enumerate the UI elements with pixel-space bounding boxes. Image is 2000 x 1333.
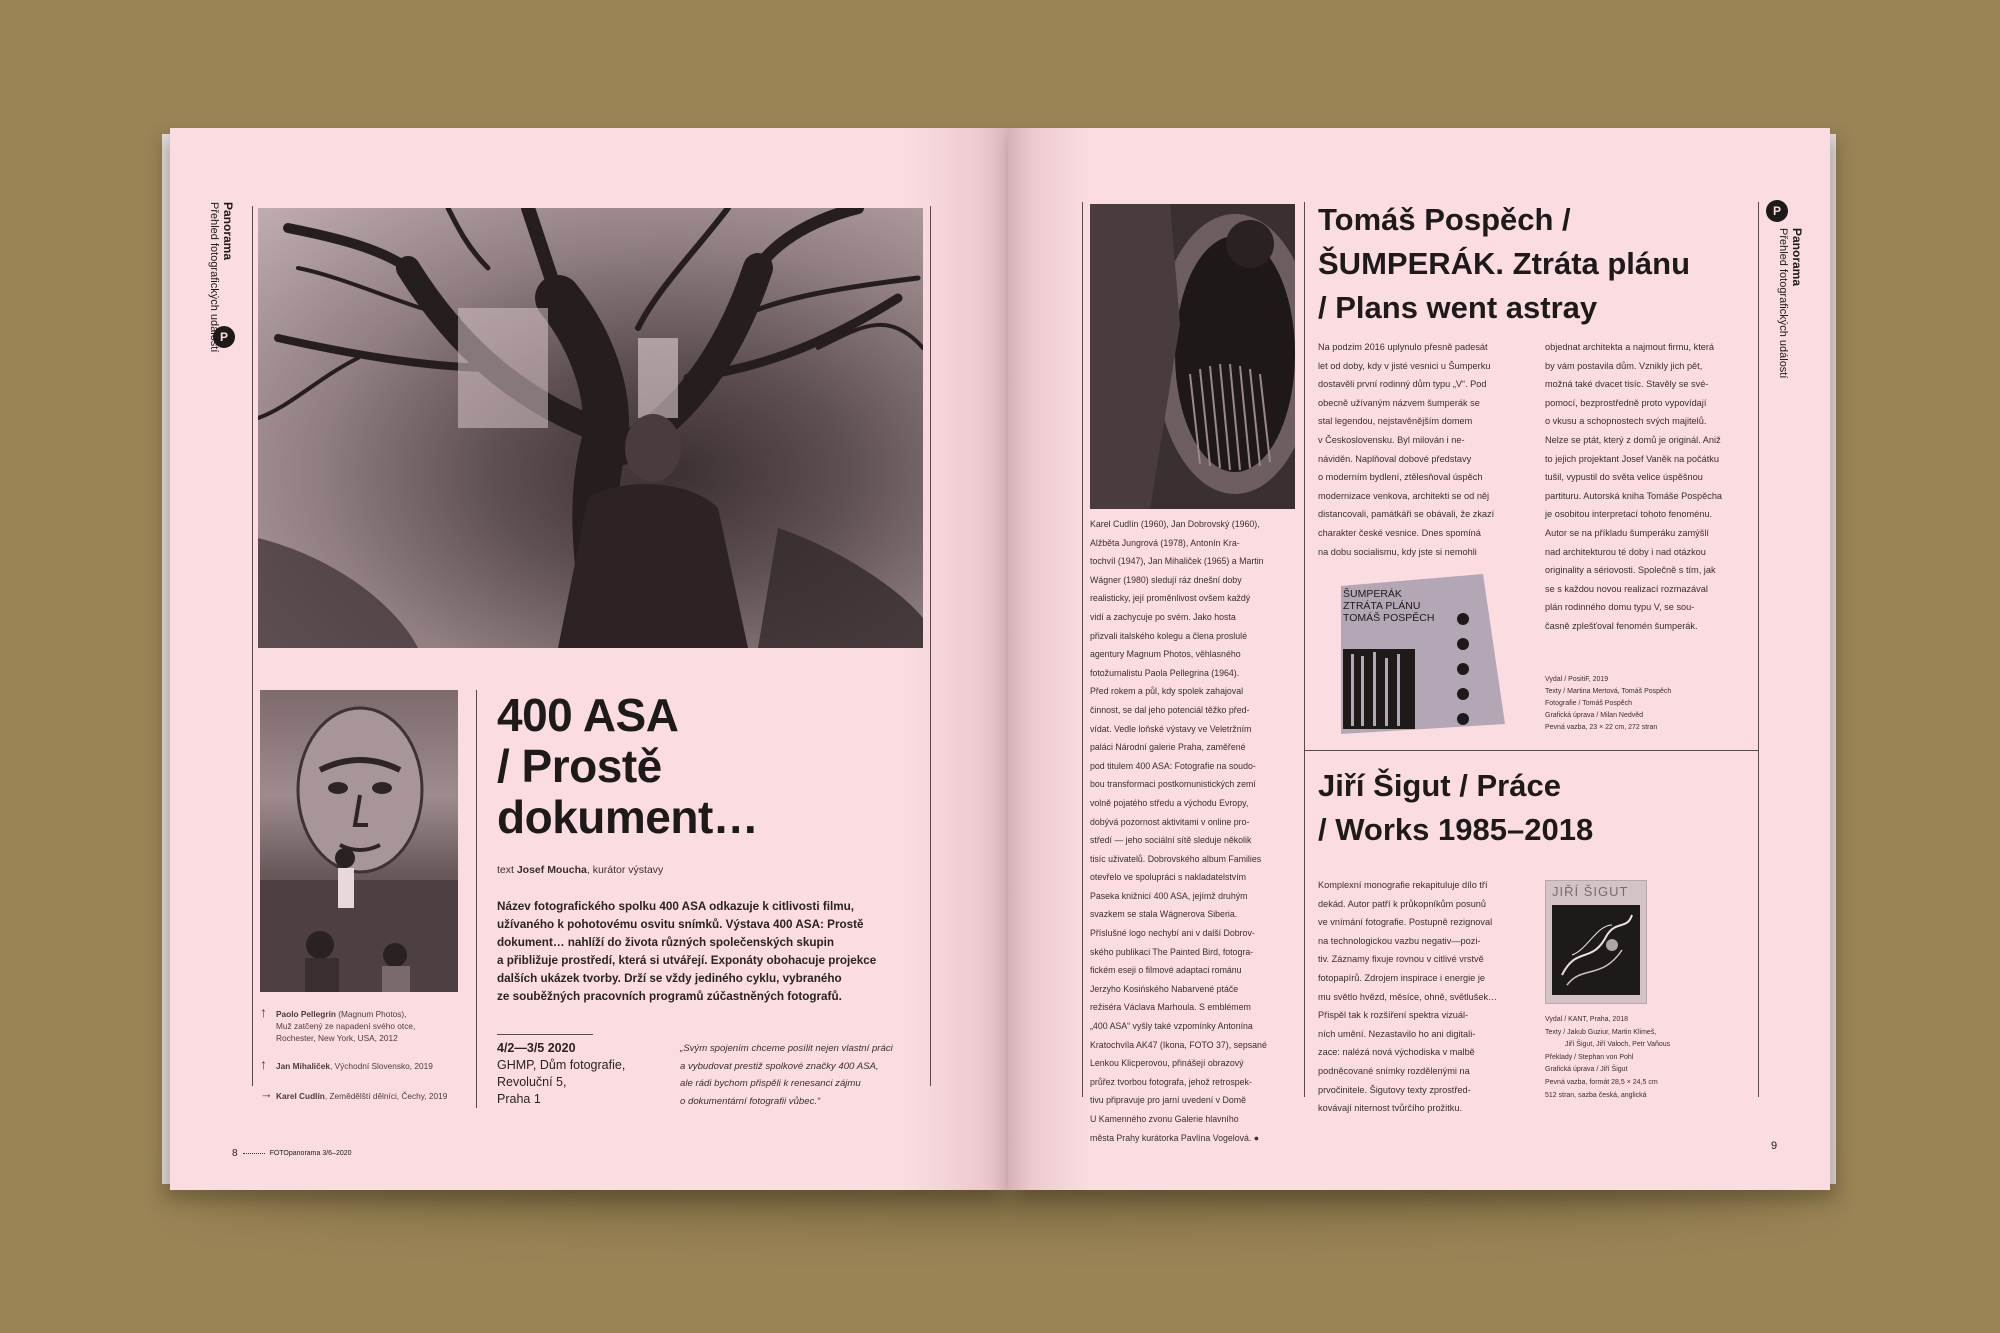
text-line: bou transformaci postkomunistických zemí — [1090, 779, 1256, 790]
article1-col2 — [1545, 338, 1757, 636]
text-line: otevřelo ve spolupráci s nakladatelstvím — [1090, 872, 1246, 883]
text-line: , kurátor výstavy — [586, 864, 664, 876]
text-line: dokument… nahlíží do života různých společenských skupin — [497, 936, 835, 949]
text-line: tiv. Záznamy fixuje rovnou v citlivé vrstvě — [1318, 954, 1484, 965]
text-line: dalších ukázek tvorby. Drží se vždy jediného cyklu, vybraného — [497, 972, 842, 985]
text-line: dobývá pozornost aktivitami v online pro- — [1090, 816, 1250, 827]
text-line: agentury Magnum Photos, věhlasného — [1090, 649, 1241, 660]
text-line: Příslušné logo nechybí ani v další Dobrov- — [1090, 928, 1255, 939]
text-line: Přispěl tak k rozšíření spektra vizuál- — [1318, 1010, 1469, 1021]
text-line: volně pojatého středu a východu Evropy, — [1090, 797, 1249, 808]
text-line: charakter české vesnice. Dnes spomíná — [1318, 527, 1481, 538]
section-subtitle: Přehled fotografických událostí — [208, 202, 220, 353]
text-line: Karel Cudlín — [276, 1091, 325, 1101]
text-line: fotopapírů. Zdrojem inspirace i energie je — [1318, 972, 1485, 983]
text-line: zace: nalézá nová východiska v malbě — [1318, 1047, 1475, 1058]
text-line: text — [497, 864, 517, 876]
arrow-up-icon: ↑ — [260, 1056, 267, 1072]
text-line: objednat architekta a najmout firmu, která — [1545, 342, 1715, 352]
text-line: náviděn. Naplňoval dobové představy — [1318, 453, 1472, 464]
event-info — [497, 1040, 625, 1108]
text-line: dokument… — [497, 791, 759, 843]
text-line: vídat. Vedle loňské výstavy ve Veletržním — [1090, 723, 1252, 734]
text-line: pod titulem 400 ASA: Fotografie na soudo- — [1090, 760, 1256, 771]
text-line: svazkem se stala Wágnerova Siberia. — [1090, 909, 1238, 920]
text-line: to jejich projektant Josef Vaněk na počátku — [1545, 453, 1719, 464]
text-line: Komplexní monografie rekapituluje dílo tří — [1318, 880, 1488, 890]
text-line: Jiří Šigut / Práce — [1318, 768, 1561, 803]
text-line: Tomáš Pospěch / — [1318, 202, 1571, 237]
tree-photo — [258, 208, 923, 648]
arrow-up-icon: ↑ — [260, 1004, 267, 1020]
section-name: Panorama — [221, 202, 235, 261]
article-headline — [497, 690, 917, 843]
text-line: Grafická úprava / Jiří Šigut — [1545, 1066, 1628, 1074]
text-line: Autor se na příkladu šumperáku zamýšlí — [1545, 527, 1709, 538]
text-line: plán rodinného domu typu V, se sou- — [1545, 602, 1695, 613]
text-line: / Plans went astray — [1318, 290, 1598, 325]
page-number-right: 9 — [1771, 1140, 1778, 1152]
text-line: „Svým spojením chceme posílit nejen vlastní práci — [680, 1043, 893, 1054]
text-line: Texty / Jakub Guziur, Martin Klimeš, — [1545, 1028, 1657, 1036]
sumperak-cover-text — [1343, 588, 1434, 624]
text-line: Revoluční 5, — [497, 1075, 567, 1089]
page-number-left: 8 — [232, 1148, 238, 1159]
section-name-right: Panorama — [1790, 228, 1804, 287]
text-line: realisticky, její proměnlivost ovšem každý — [1090, 593, 1251, 604]
text-line: Na podzim 2016 uplynulo přesně padesát — [1318, 342, 1488, 352]
left-rule — [252, 206, 253, 1086]
text-line: Pevná vazba, 23 × 22 cm, 272 stran — [1545, 724, 1658, 731]
text-line: Kratochvíla AK47 (Ikona, FOTO 37), sepsané — [1090, 1039, 1267, 1050]
section-badge-right — [1766, 200, 1788, 222]
text-line: Název fotografického spolku 400 ASA odkazuje k citlivosti filmu, — [497, 900, 854, 913]
text-line: kovávají niternost tvůrčího prožitku. — [1318, 1103, 1463, 1114]
text-line: modernizace venkova, architekti se od něj — [1318, 490, 1490, 501]
caption-pellegrin — [260, 1004, 465, 1044]
left-page — [170, 128, 1008, 1190]
article1-title — [1318, 198, 1758, 330]
rule-a — [1082, 202, 1083, 1097]
text-line: činnost, se dal jeho potenciál těžko před- — [1090, 704, 1250, 715]
text-line: tivu připravuje pro jarní uvedení v Domě — [1090, 1095, 1246, 1106]
text-line: distancovali, památkáři se obávali, že zkazí — [1318, 509, 1495, 520]
article2-title — [1318, 764, 1758, 852]
tree-photo-illustration — [258, 208, 923, 648]
text-line: Karel Cudlín (1960), Jan Dobrovský (1960), — [1090, 519, 1260, 529]
text-line: Alžběta Jungrová (1978), Antonín Kra- — [1090, 537, 1240, 548]
text-line: obecně užívaným názvem šumperák se — [1318, 397, 1480, 408]
main-article-column — [1090, 515, 1302, 1147]
text-line: Fotografie / Tomáš Pospěch — [1545, 700, 1633, 707]
text-line: se s každou novou realizací rozmazával — [1545, 583, 1708, 594]
text-line: o moderním bydlení, ztělesňoval úspěch — [1318, 472, 1483, 483]
mural-photo-illustration — [260, 690, 458, 992]
text-line: v Československu. Byl milován i ne- — [1318, 434, 1465, 445]
text-line: možná také dvacet tisíc. Stavěly se své- — [1545, 379, 1709, 390]
lede — [497, 898, 927, 1006]
text-line: města Prahy kurátorka Pavlína Vogelová. ● — [1090, 1132, 1260, 1143]
headline-rule — [476, 690, 477, 1108]
arrow-right-icon: → — [260, 1086, 273, 1101]
text-line: „400 ASA“ vyšly také vzpomínky Antonína — [1090, 1021, 1253, 1032]
caption-cudlin — [260, 1086, 465, 1102]
text-line: Paseka knižnicí 400 ASA, jejímž druhým — [1090, 890, 1248, 901]
text-line: stal legendou, nejstavěnějším domem — [1318, 416, 1473, 427]
harp-photo-illustration — [1090, 204, 1295, 509]
text-line: P — [219, 330, 228, 344]
text-line: Jan Mihaliček — [276, 1061, 330, 1071]
text-line: režiséra Václava Marhoula. S emblémem — [1090, 1002, 1251, 1013]
text-line: Pevná vazba, formát 28,5 × 24,5 cm — [1545, 1078, 1658, 1086]
text-line: a přibližuje prostředí, která si utvářejí. Exponáty obohacuje projekce — [497, 954, 877, 967]
text-line: dostavěli první rodinný dům typu „V“. Pod — [1318, 379, 1487, 390]
event-rule — [497, 1034, 593, 1035]
text-line: pomocí, bezprostředně proto vypovídají — [1545, 397, 1707, 408]
text-line: a vybudovat prestiž spolkové značky 400 ASA, — [680, 1060, 879, 1072]
text-line: U Kamenného zvonu Galerie hlavního — [1090, 1114, 1239, 1124]
text-line: partituru. Autorská kniha Tomáše Pospěcha — [1545, 490, 1723, 501]
text-line: podněcované snímky rozdělenými na — [1318, 1065, 1470, 1076]
event-dates: 4/2—3/5 2020 — [497, 1041, 576, 1055]
text-line: prvočinitele. Šigutovy texty zprostřed- — [1318, 1084, 1471, 1095]
article1-colophon — [1545, 674, 1755, 734]
text-line: ze souběžných pracovních programů zúčastněných fotografů. — [497, 990, 842, 1003]
text-line: dekád. Autor patří k průkopníkům posunů — [1318, 898, 1487, 909]
text-line: nad architekturou té doby i nad otázkou — [1545, 546, 1706, 557]
text-line: TOMÁŠ POSPĚCH — [1343, 612, 1435, 624]
text-line: Překlady / Stephan von Pohl — [1545, 1053, 1634, 1061]
text-line: by vám postavila dům. Vznikly jich pět, — [1545, 360, 1703, 371]
rule-b — [1304, 202, 1305, 1097]
text-line: paláci Národní galerie Praha, zaměřené — [1090, 742, 1246, 753]
text-line: přizvali italského kolegu a člena proslulé — [1090, 630, 1247, 641]
text-line: tisíc uživatelů. Dobrovského album Families — [1090, 853, 1262, 864]
article2-colophon — [1545, 1014, 1755, 1102]
text-line: Josef Moucha — [516, 864, 587, 876]
text-line: o dokumentární fotografii vůbec.“ — [680, 1095, 821, 1107]
text-line: Wágner (1980) sledují ráz dnešní doby — [1090, 574, 1242, 585]
right-page — [1008, 128, 1830, 1190]
text-line: Muž zatčený ze napadení svého otce, — [276, 1021, 416, 1031]
text-line: Před rokem a půl, kdy spolek zahajoval — [1090, 686, 1244, 697]
text-line: / Works 1985–2018 — [1318, 812, 1594, 847]
text-line: , Zemědělští dělníci, Čechy, 2019 — [324, 1091, 448, 1101]
text-line: let od doby, kdy v jisté vesnici u Šumperku — [1318, 360, 1491, 371]
sumperak-book-cover — [1333, 574, 1511, 734]
text-line: Vydal / KANT, Praha, 2018 — [1545, 1016, 1629, 1023]
text-line: časně zplešťoval fenomén šumperák. — [1545, 620, 1698, 631]
article2-body — [1318, 876, 1538, 1118]
text-line: vidí a zachycuje po svém. Jako hosta — [1090, 611, 1236, 622]
footer-dotted — [243, 1153, 265, 1154]
sigut-book-cover — [1545, 880, 1647, 1004]
text-line: ve vnímání fotografie. Postupně rezignoval — [1318, 917, 1493, 928]
footer-magazine: FOTOpanorama 3/6–2020 — [269, 1150, 352, 1157]
section-subtitle-right: Přehled fotografických událostí — [1777, 228, 1789, 379]
text-line: mu světlo hvězd, měsíce, ohně, světlušek… — [1318, 991, 1498, 1002]
text-line: středí — jeho sociální sítě sleduje několik — [1090, 835, 1252, 846]
byline — [497, 864, 663, 876]
text-line: P — [1772, 204, 1781, 218]
text-line: Lenkou Klicperovou, přinášejí obrazový — [1090, 1058, 1244, 1069]
text-line: fotožurnalistu Paola Pellegrina (1964). — [1090, 667, 1240, 678]
text-line: Jerzyho Kosińského Nabarvené ptáče — [1090, 983, 1239, 994]
text-line: GHMP, Dům fotografie, — [497, 1058, 626, 1072]
text-line: ŠUMPERÁK. Ztráta plánu — [1318, 246, 1691, 281]
text-line: tochvíl (1947), Jan Mihaliček (1965) a Martin — [1090, 556, 1264, 567]
pull-quote — [680, 1040, 930, 1110]
text-line: Paolo Pellegrin — [276, 1009, 336, 1019]
caption-mihalicek — [260, 1056, 465, 1072]
section-side-label — [207, 202, 234, 352]
text-line: je osobitou interpretací tohoto fenoménu. — [1545, 509, 1713, 520]
text-line: průřez tvorbou fotografa, jehož retrospek- — [1090, 1076, 1252, 1087]
section-side-label-right — [1776, 228, 1803, 378]
text-line: Nelze se ptát, který z domů je originál. Aniž — [1545, 434, 1721, 445]
text-line: ŠUMPERÁK — [1343, 588, 1402, 600]
text-line: 400 ASA — [497, 689, 679, 741]
text-line: tušil, vypustil do světa velice úspěšnou — [1545, 472, 1703, 483]
text-line: Grafická úprava / Milan Nedvěd — [1545, 712, 1644, 719]
text-line: (Magnum Photos), — [335, 1009, 407, 1019]
text-line: / Prostě — [497, 740, 662, 792]
text-line: o vkusu a schopnostech svých majitelů. — [1545, 416, 1707, 427]
sigut-cover-title: JIŘÍ ŠIGUT — [1552, 884, 1629, 899]
text-line: na technologickou vazbu negativ—pozi- — [1318, 935, 1481, 946]
right-rule — [930, 206, 931, 1086]
text-line: ale rádi bychom přispěli k renesanci zájmu — [680, 1078, 861, 1089]
text-line: ZTRÁTA PLÁNU — [1343, 600, 1421, 612]
mural-photo — [260, 690, 458, 992]
text-line: užívaného k pohotovému osvitu snímků. Výstava 400 ASA: Prostě — [497, 918, 864, 931]
rule-c — [1758, 202, 1759, 1097]
photo-captions — [260, 1004, 465, 1102]
sigut-cover-art — [1552, 905, 1640, 995]
text-line: Vydal / PositiF, 2019 — [1545, 676, 1609, 683]
rule-mid — [1304, 750, 1758, 751]
text-line: ních umění. Nezastavilo ho ani digitali- — [1318, 1028, 1476, 1039]
text-line: 512 stran, sazba česká, anglická — [1545, 1091, 1647, 1099]
text-line: na dobu socialismu, kdy jste si nemohli — [1318, 546, 1477, 557]
text-line: fickém eseji o filmové adaptaci románu — [1090, 965, 1242, 976]
text-line: originality a sériovosti. Společně s tím, jak — [1545, 565, 1716, 576]
text-line: Texty / Martina Mertová, Tomáš Pospěch — [1545, 688, 1672, 695]
article1-col1 — [1318, 338, 1538, 561]
text-line: Praha 1 — [497, 1092, 541, 1106]
text-line: Rochester, New York, USA, 2012 — [276, 1033, 398, 1043]
left-footer — [232, 1148, 352, 1159]
text-line: , Východní Slovensko, 2019 — [329, 1061, 433, 1071]
text-line: Jiří Šigut, Jiří Valoch, Petr Vaňous — [1565, 1041, 1671, 1049]
text-line: ského publikaci The Painted Bird, fotogra- — [1090, 946, 1254, 957]
harp-photo — [1090, 204, 1295, 509]
